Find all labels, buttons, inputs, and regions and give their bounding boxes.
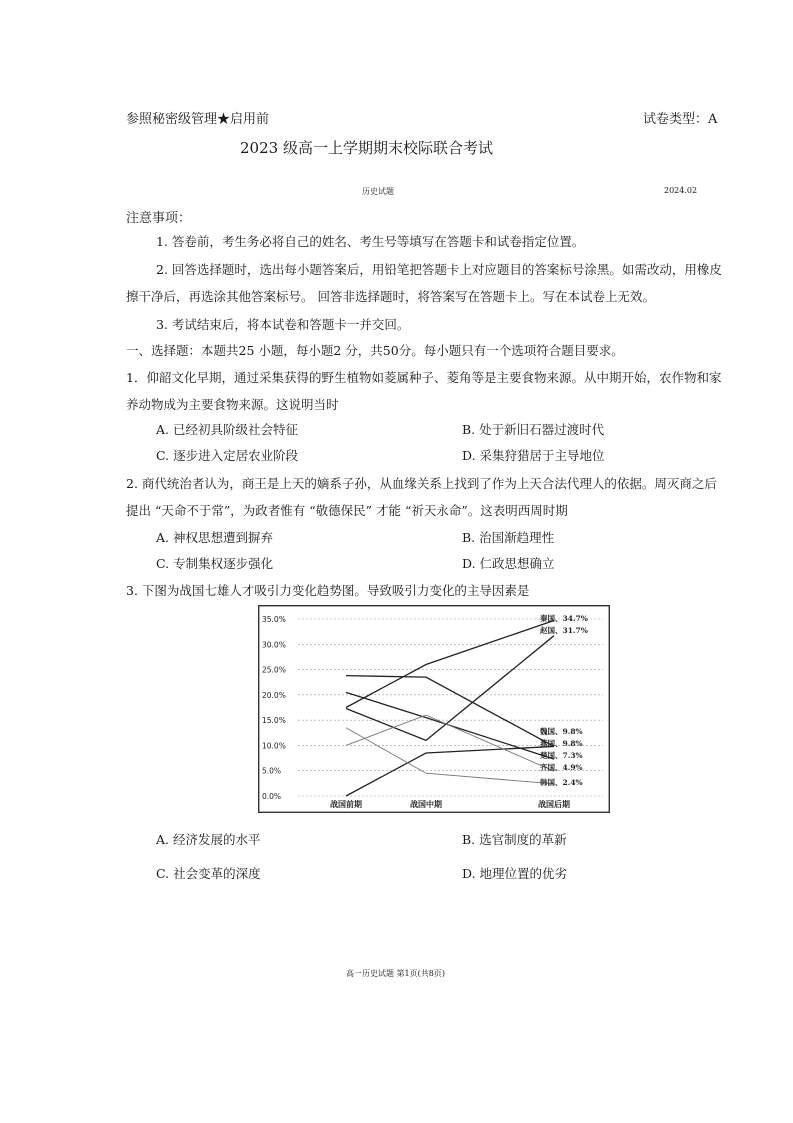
question-2-stem: 提出 “天命不于常”，为政者惟有 “敬德保民” 才能 “祈天永命”。这表明西周时期	[126, 503, 568, 518]
chart-series-end-label: 楚国、7.3%	[540, 751, 583, 760]
chart-x-tick-label: 战国中期	[410, 799, 442, 809]
question-2-stem: 2. 商代统治者认为，商王是上天的嫡系子孙，从血缘关系上找到了作为上天合法代理人的依据。周灭商之后	[126, 476, 717, 491]
question-2-option-c[interactable]: C. 专制集权逐步强化	[156, 556, 274, 571]
chart-series-line	[346, 746, 554, 796]
question-1-option-d[interactable]: D. 采集狩猎居于主导地位	[462, 448, 605, 463]
chart-y-tick-label: 30.0%	[262, 640, 286, 650]
question-2-option-a[interactable]: A. 神权思想遭到摒弃	[156, 530, 273, 545]
question-1-stem: 养动物成为主要食物来源。这说明当时	[126, 397, 339, 412]
chart-x-tick-label: 战国前期	[330, 799, 362, 809]
section-heading: 一、选择题：本题共25 小题，每小题2 分，共50分。每小题只有一个选项符合题目要求。	[126, 343, 624, 358]
chart-series-labels	[539, 613, 588, 787]
subject-label: 历史试题	[362, 187, 394, 196]
chart-series-end-label: 赵国、31.7%	[540, 626, 588, 635]
question-2-option-b[interactable]: B. 治国渐趋理性	[462, 530, 555, 545]
chart-series-end-label: 燕国、9.8%	[540, 739, 583, 748]
chart-x-axis	[330, 799, 570, 809]
chart-series-end-label: 魏国、9.8%	[540, 727, 583, 736]
confidentiality-label: 参照秘密级管理★启用前	[126, 112, 270, 127]
chart-series-line	[346, 621, 554, 708]
chart-x-tick-label: 战国后期	[538, 799, 570, 809]
chart-y-tick-label: 15.0%	[262, 716, 286, 726]
chart-y-tick-label: 5.0%	[262, 766, 282, 776]
question-1-option-a[interactable]: A. 已经初具阶级社会特征	[156, 422, 298, 437]
chart-series	[346, 621, 554, 796]
chart-y-axis	[262, 615, 286, 801]
question-1-option-c[interactable]: C. 逐步进入定居农业阶段	[156, 448, 299, 463]
question-1-stem: 1．仰韶文化早期，通过采集获得的野生植物如菱属种子、菱角等是主要食物来源。从中期开始，农作物和家	[126, 370, 722, 385]
chart-y-tick-label: 25.0%	[262, 665, 286, 675]
question-1-option-b[interactable]: B. 处于新旧石器过渡时代	[462, 422, 605, 437]
talent-attraction-chart	[258, 605, 610, 813]
question-3-option-b[interactable]: B. 选官制度的革新	[462, 832, 567, 847]
question-3-option-d[interactable]: D. 地理位置的优劣	[462, 866, 568, 881]
chart-y-tick-label: 0.0%	[262, 792, 282, 801]
notice-heading: 注意事项：	[126, 211, 192, 226]
exam-title: 2023 级高一上学期期末校际联合考试	[240, 139, 493, 157]
chart-series-end-label: 齐国、4.9%	[540, 763, 583, 772]
notice-item: 3. 考试结束后，将本试卷和答题卡一并交回。	[156, 317, 410, 332]
chart-y-tick-label: 20.0%	[262, 690, 286, 700]
question-3-option-c[interactable]: C. 社会变革的深度	[156, 866, 261, 881]
chart-y-tick-label: 10.0%	[262, 741, 286, 751]
exam-date: 2024.02	[664, 186, 698, 195]
paper-type-label: 试卷类型：A	[643, 112, 718, 127]
chart-y-tick-label: 35.0%	[262, 615, 286, 624]
page-footer: 高一历史试题 第1页(共8页)	[346, 969, 445, 978]
question-3-option-a[interactable]: A. 经济发展的水平	[156, 832, 261, 847]
notice-item: 2. 回答选择题时，选出每小题答案后，用铅笔把答题卡上对应题目的答案标号涂黑。如需改动，用橡皮	[156, 262, 722, 277]
question-3-stem: 3. 下图为战国七雄人才吸引力变化趋势图。导致吸引力变化的主导因素是	[126, 583, 530, 598]
chart-series-line	[346, 728, 554, 784]
chart-series-line	[346, 676, 554, 747]
chart-series-end-label: 韩国、2.4%	[540, 778, 583, 787]
chart-series-end-label: 秦国、34.7%	[540, 614, 588, 623]
notice-item: 擦干净后，再选涂其他答案标号。 回答非选择题时，将答案写在答题卡上。写在本试卷上无效。	[126, 289, 655, 304]
chart-series-line	[346, 636, 554, 741]
notice-item: 1. 答卷前，考生务必将自己的姓名、考生号等填写在答题卡和试卷指定位置。	[156, 234, 585, 249]
chart-series-line	[346, 715, 554, 771]
question-2-option-d[interactable]: D. 仁政思想确立	[462, 556, 555, 571]
